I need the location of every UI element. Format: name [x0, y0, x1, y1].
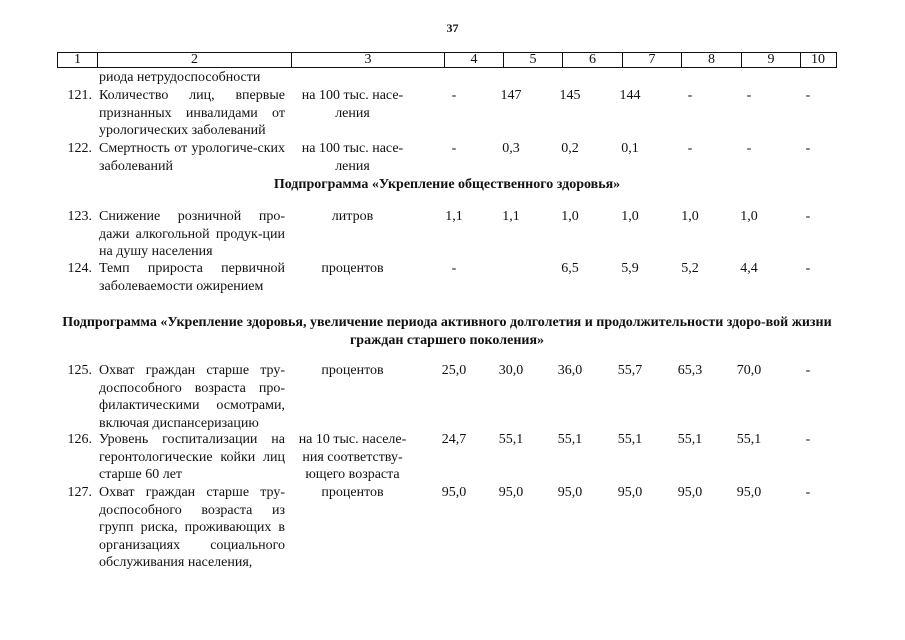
column-header: 3 — [292, 53, 445, 67]
column-header: 6 — [563, 53, 623, 67]
value-col5: 147 — [500, 88, 522, 103]
column-header: 1 — [58, 53, 98, 67]
value-col8: - — [687, 88, 693, 103]
unit: литров — [331, 209, 374, 224]
value-col10: - — [805, 88, 811, 103]
value-col9: 55,1 — [736, 432, 762, 447]
unit: на 10 тыс. населе-ния соответству-ющего возраста — [298, 432, 407, 483]
value-col8: - — [687, 141, 693, 156]
unit: на 100 тыс. насе-ления — [301, 88, 404, 121]
value-col5: 30,0 — [498, 363, 524, 378]
value-col6: 36,0 — [557, 363, 583, 378]
value-col4: 1,1 — [445, 209, 463, 224]
value-col6: 55,1 — [557, 432, 583, 447]
column-header: 4 — [445, 53, 504, 67]
indicator-name: Уровень госпитализации на геронтологические койки лиц старше 60 лет — [99, 432, 285, 483]
section-title: Подпрограмма «Укрепление здоровья, увеличение периода активного долголетия и продолжительности здоро-вой жизни граждан старшего поколения» — [62, 315, 832, 348]
value-col7: 1,0 — [621, 209, 639, 224]
value-col5: 1,1 — [502, 209, 520, 224]
column-header: 9 — [742, 53, 801, 67]
row-number: 123. — [67, 209, 92, 224]
value-col4: - — [451, 88, 457, 103]
row-number: 127. — [67, 485, 92, 500]
row-number: 122. — [67, 141, 92, 156]
value-col7: 144 — [619, 88, 641, 103]
unit: процентов — [321, 485, 384, 500]
column-header: 8 — [682, 53, 742, 67]
indicator-name: Охват граждан старше тру-доспособного возраста из групп риска, проживающих в организациях социального обслуживания населения, — [99, 485, 285, 571]
indicator-name: Количество лиц, впервые признанных инвалидами от урологических заболеваний — [99, 88, 285, 139]
value-col5: 95,0 — [498, 485, 524, 500]
indicator-name: Темп прироста первичной заболеваемости ожирением — [99, 261, 285, 294]
continuation-text: риода нетрудоспособности — [99, 70, 261, 85]
value-col6: 1,0 — [561, 209, 579, 224]
indicator-name: Смертность от урологиче-ских заболеваний — [99, 141, 285, 174]
row-number: 125. — [67, 363, 92, 378]
value-col4: 95,0 — [441, 485, 467, 500]
column-header: 2 — [98, 53, 292, 67]
row-number: 121. — [67, 88, 92, 103]
value-col7: 95,0 — [617, 485, 643, 500]
value-col8: 5,2 — [681, 261, 699, 276]
value-col8: 95,0 — [677, 485, 703, 500]
value-col9: 70,0 — [736, 363, 762, 378]
value-col10: - — [805, 141, 811, 156]
value-col7: 55,7 — [617, 363, 643, 378]
value-col6: 6,5 — [561, 261, 579, 276]
row-number: 124. — [67, 261, 92, 276]
value-col10: - — [805, 485, 811, 500]
value-col4: 25,0 — [441, 363, 467, 378]
column-header: 10 — [811, 52, 825, 67]
value-col9: 4,4 — [740, 261, 758, 276]
value-col6: 95,0 — [557, 485, 583, 500]
value-col10: - — [805, 432, 811, 447]
section-title: Подпрограмма «Укрепление общественного здоровья» — [273, 177, 621, 192]
value-col4: - — [451, 141, 457, 156]
value-col10: - — [805, 363, 811, 378]
value-col8: 55,1 — [677, 432, 703, 447]
value-col5: 0,3 — [502, 141, 520, 156]
value-col4: - — [451, 261, 457, 276]
indicator-name: Охват граждан старше тру-доспособного возраста про-филактическими осмотрами, включая диспансеризацию — [99, 363, 285, 431]
value-col7: 55,1 — [617, 432, 643, 447]
value-col4: 24,7 — [441, 432, 467, 447]
value-col5: 55,1 — [498, 432, 524, 447]
value-col7: 0,1 — [621, 141, 639, 156]
indicator-name: Снижение розничной про-дажи алкогольной продук-ции на душу населения — [99, 209, 285, 260]
column-header: 7 — [623, 53, 682, 67]
value-col9: - — [746, 88, 752, 103]
value-col7: 5,9 — [621, 261, 639, 276]
value-col6: 145 — [559, 88, 581, 103]
value-col10: - — [805, 261, 811, 276]
value-col9: 95,0 — [736, 485, 762, 500]
row-number: 126. — [67, 432, 92, 447]
value-col6: 0,2 — [561, 141, 579, 156]
value-col8: 65,3 — [677, 363, 703, 378]
table-header-row — [57, 52, 837, 68]
page-number: 37 — [446, 21, 459, 35]
value-col9: 1,0 — [740, 209, 758, 224]
value-col8: 1,0 — [681, 209, 699, 224]
column-header: 5 — [504, 53, 563, 67]
unit: процентов — [321, 261, 384, 276]
value-col10: - — [805, 209, 811, 224]
value-col9: - — [746, 141, 752, 156]
unit: процентов — [321, 363, 384, 378]
unit: на 100 тыс. насе-ления — [301, 141, 404, 174]
